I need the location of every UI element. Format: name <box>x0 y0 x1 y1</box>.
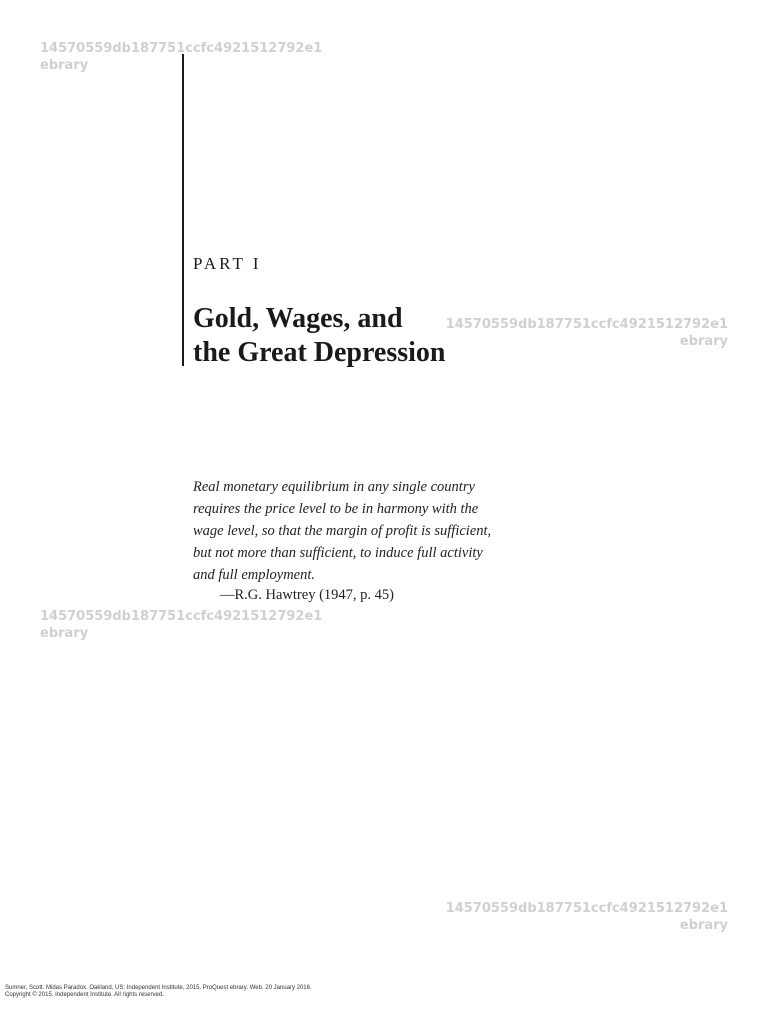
epigraph-line: wage level, so that the margin of profit is sufficient, <box>193 523 492 539</box>
epigraph-line: but not more than sufficient, to induce full activity <box>193 545 483 561</box>
epigraph <box>193 476 553 586</box>
watermark <box>40 608 322 642</box>
watermark-id: 14570559db187751ccfc4921512792e1 <box>40 41 323 56</box>
watermark-id: 14570559db187751ccfc4921512792e1 <box>445 317 728 332</box>
epigraph-line: Real monetary equilibrium in any single country <box>193 479 475 495</box>
footer-citation <box>5 985 312 999</box>
watermark <box>446 316 728 350</box>
chapter-title-line-1: Gold, Wages, and <box>193 303 403 334</box>
watermark-source: ebrary <box>679 918 728 933</box>
epigraph-attribution: —R.G. Hawtrey (1947, p. 45) <box>220 587 394 603</box>
chapter-title-line-2: the Great Depression <box>193 337 446 368</box>
watermark-source: ebrary <box>679 334 728 349</box>
footer-citation-text: Sumner, Scott. Midas Paradox. Oakland, US: Independent Institute, 2015. ProQuest ebrary. Web. 20 January 2016. <box>5 985 312 991</box>
watermark-id: 14570559db187751ccfc4921512792e1 <box>40 609 323 624</box>
watermark-id: 14570559db187751ccfc4921512792e1 <box>445 901 728 916</box>
footer-copyright-text: Copyright © 2015. Independent Institute. All rights reserved. <box>5 992 164 998</box>
part-label: PART I <box>193 254 262 273</box>
vertical-rule <box>182 54 184 366</box>
watermark-source: ebrary <box>40 626 89 641</box>
watermark <box>40 40 322 74</box>
chapter-title <box>193 302 446 370</box>
epigraph-line: and full employment. <box>193 567 316 583</box>
epigraph-line: requires the price level to be in harmony with the <box>193 501 479 517</box>
watermark-source: ebrary <box>40 58 89 73</box>
watermark <box>446 900 728 934</box>
